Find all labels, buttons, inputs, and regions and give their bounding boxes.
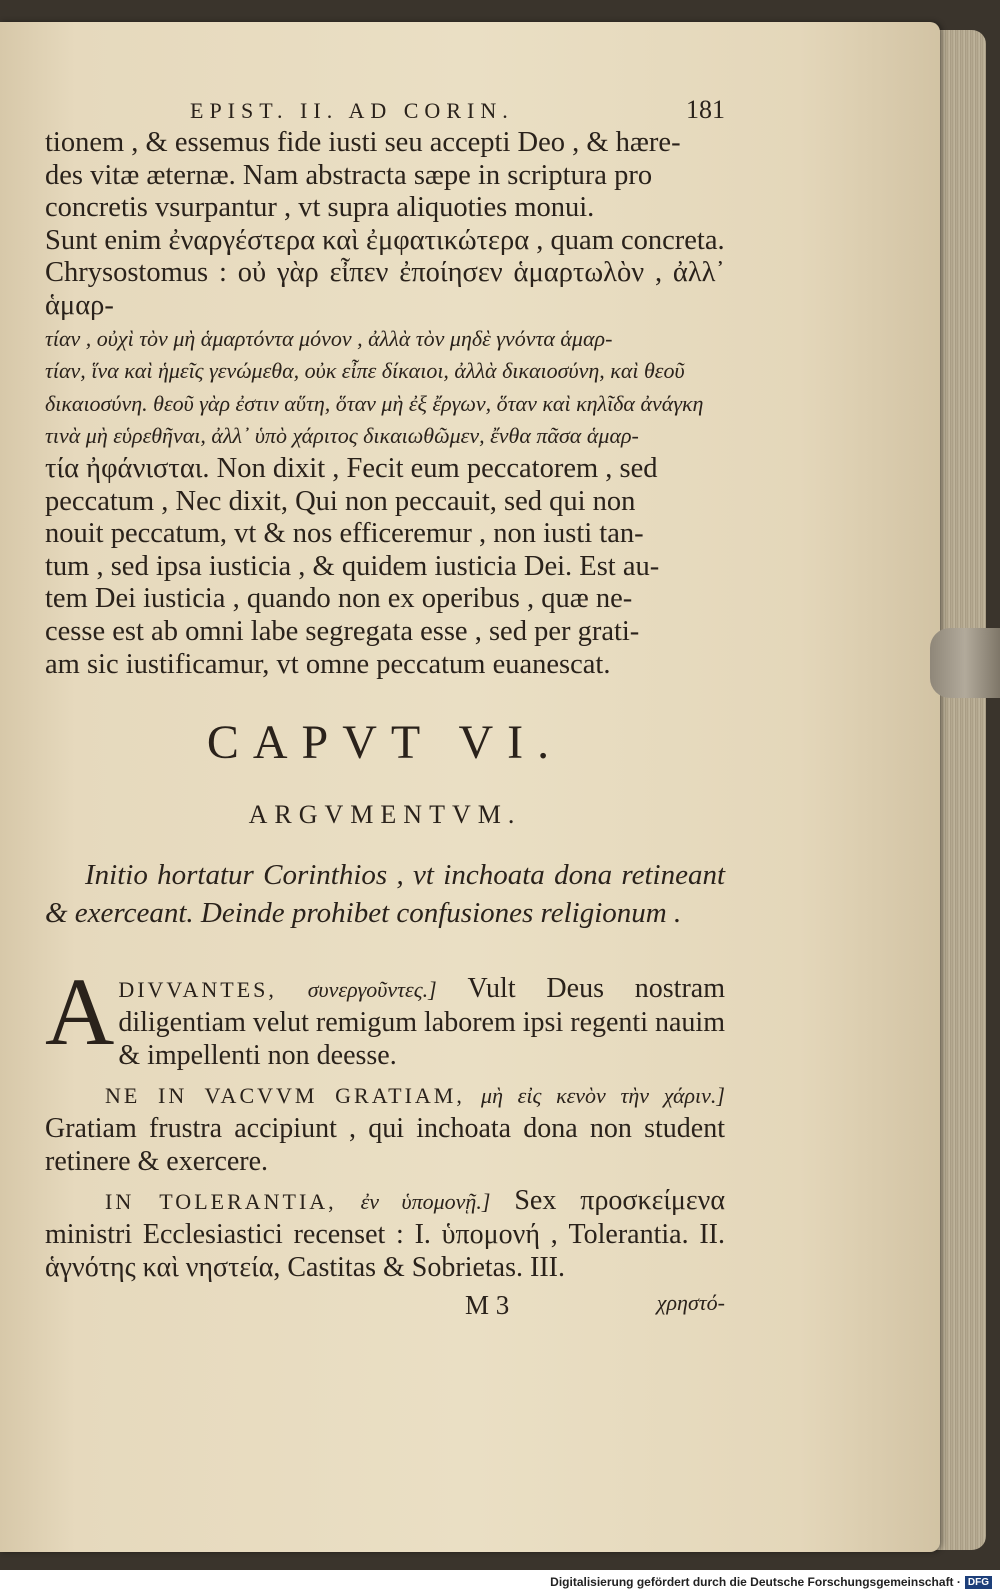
greek-line: τινὰ μὴ εὑρεθῆναι, ἀλλ᾽ ὑπὸ χάριτος δικαιωθῶμεν, ἔνθα πᾶσα ἁμαρ- <box>45 423 639 449</box>
chapter-title: CAPVT VI. <box>206 716 564 770</box>
page-clip <box>930 628 1000 698</box>
text-line: τία ἠφάνισται. Non dixit , Fecit eum peccatorem , sed <box>45 452 658 484</box>
digitization-credit <box>550 1575 992 1589</box>
text-line: Chrysostomus : οὐ γὰρ εἶπεν ἐποίησεν ἁμαρτωλὸν , ἀλλ᾽ ἁμαρ- <box>45 257 725 321</box>
note-paragraph <box>45 1184 725 1284</box>
dfg-logo: DFG <box>965 1576 992 1589</box>
page-content <box>45 95 725 1324</box>
note-greek: μὴ εἰς κενὸν τὴν χάριν.] <box>481 1083 725 1109</box>
text-line: cesse est ab omni labe segregata esse , sed per grati- <box>45 615 640 647</box>
body-text <box>45 127 725 681</box>
note-lemma: IN TOLERANTIA, <box>105 1189 337 1215</box>
page-footer <box>45 1290 725 1324</box>
text-line: tum , sed ipsa iusticia , & quidem iusticia Dei. Est au- <box>45 550 660 582</box>
argument-heading: ARGVMENTVM. <box>248 800 522 830</box>
text-line: concretis vsurpantur , vt supra aliquoties monui. <box>45 192 595 224</box>
text-line: tionem , & essemus fide iusti seu accepti Deo , & hære- <box>45 127 681 158</box>
page-number: 181 <box>686 95 725 124</box>
signature-mark: M 3 <box>465 1290 510 1321</box>
greek-line: δικαιοσύνη. θεοῦ γὰρ ἐστιν αὕτη, ὅταν μὴ ἐξ ἔργων, ὅταν καὶ κηλῖδα ἀνάγκη <box>45 390 704 416</box>
running-title: EPIST. II. AD CORIN. <box>190 98 514 123</box>
text-line: tem Dei iusticia , quando non ex operibus , quæ ne- <box>45 583 633 615</box>
note-lemma: NE IN VACVVM GRATIAM, <box>105 1083 465 1109</box>
greek-line: τίαν, ἵνα καὶ ἡμεῖς γενώμεθα, οὐκ εἶπε δίκαιοι, ἀλλὰ δικαιοσύνη, καὶ θεοῦ <box>45 358 685 384</box>
argument-text: Initio hortatur Corinthios , vt inchoata dona retineant & exerceant. Deinde prohibet confusiones religionum . <box>45 859 725 930</box>
drop-cap: A <box>45 958 115 1066</box>
note-lemma: DIVVANTES, <box>118 977 277 1003</box>
running-head <box>190 95 725 125</box>
text-line: Sunt enim ἐναργέστερα καὶ ἐμφατικώτερα , quam concreta. <box>45 224 725 256</box>
note-text: Vult Deus nostram diligentiam velut remigum laborem ipsi regenti nauim & impellenti non deesse. <box>118 973 725 1072</box>
text-line: am sic iustificamur, vt omne peccatum euanescat. <box>45 648 611 680</box>
note-paragraph <box>45 958 725 1072</box>
notes <box>45 958 726 1284</box>
note-text: Sex προσκείμενα ministri Ecclesiastici recenset : I. ὑπομονή , Tolerantia. II. ἁγνότης καὶ νηστεία, Castitas & Sobrietas. III. <box>45 1185 726 1284</box>
credit-text: Digitalisierung gefördert durch die Deutsche Forschungsgemeinschaft · <box>550 1575 961 1589</box>
note-text: Gratiam frustra accipiunt , qui inchoata dona non student retinere & exercere. <box>45 1113 725 1178</box>
greek-line: τίαν , οὐχὶ τὸν μὴ ἁμαρτόντα μόνον , ἀλλὰ τὸν μηδὲ γνόντα ἁμαρ- <box>45 325 613 351</box>
text-line: peccatum , Nec dixit, Qui non peccauit, sed qui non <box>45 485 636 517</box>
note-paragraph <box>45 1078 725 1178</box>
text-line: nouit peccatum, vt & nos efficeremur , non iusti tan- <box>45 518 644 550</box>
text-line: des vitæ æternæ. Nam abstracta sæpe in scriptura pro <box>45 159 653 191</box>
catchword: χρηστό- <box>656 1290 725 1316</box>
note-greek: ἐν ὑπομονῇ.] <box>360 1189 491 1215</box>
note-greek: συνεργοῦντες.] <box>307 977 437 1003</box>
